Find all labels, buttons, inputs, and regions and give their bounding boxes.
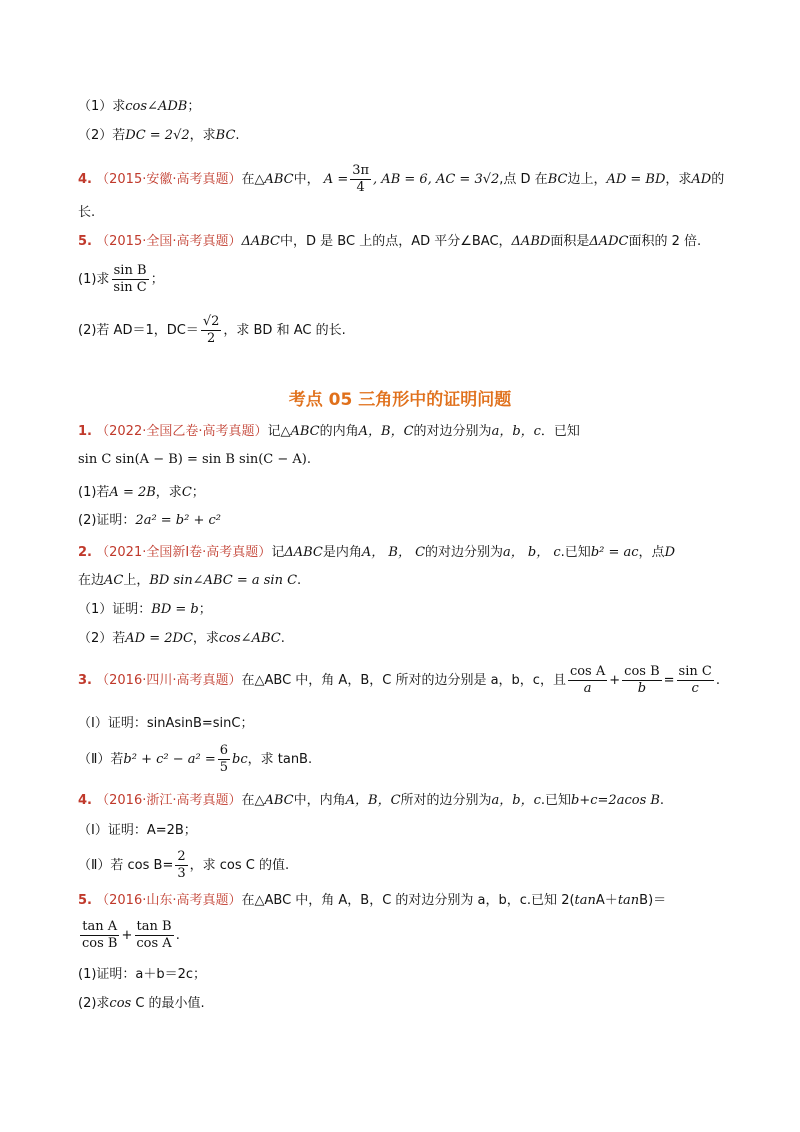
text: 在 [241, 172, 255, 187]
fraction [568, 664, 607, 697]
problem-4-sub1 [78, 821, 730, 841]
cos: cos [109, 996, 132, 1011]
cond: b+c=2acos B [571, 793, 660, 808]
numerator: tan A [82, 919, 118, 934]
expr: cos∠ABC [218, 631, 281, 646]
numerator: 2 [177, 849, 186, 864]
problem-2-2021 [78, 543, 730, 563]
expr: b² + c² − a² = [123, 752, 216, 767]
text: ，求 [665, 172, 692, 187]
segment-bc: BC [547, 172, 568, 187]
sub-text: (1)证明：a＋b＝2c； [78, 967, 207, 982]
text: 的对边分别为 [413, 424, 492, 439]
text: ,点 D 在 [499, 172, 548, 187]
denominator: c [691, 681, 699, 696]
sub-label: (2)若 AD＝1，DC＝ [78, 323, 199, 338]
text: ，点 [638, 545, 665, 560]
problem-5-sub2 [78, 312, 730, 350]
triangle-expr: ΔABD [511, 234, 551, 249]
problem-source: （2015·全国·高考真题） [96, 234, 242, 249]
text: 记 [271, 545, 285, 560]
problem-number: 5. [78, 234, 92, 249]
sub-label: (1)若 [78, 485, 110, 500]
sub-label: （2）若 [78, 631, 126, 646]
numerator: 6 [219, 743, 229, 758]
side-vars: a，b，c [491, 424, 541, 439]
expr: A = 2B [109, 485, 156, 500]
numerator: 3π [352, 163, 370, 178]
expr: 2a² = b² + c² [135, 513, 221, 528]
given-equation: sin C sin(A − B) = sin B sin(C − A) [78, 452, 307, 467]
sub-label: (1)求 [78, 272, 110, 287]
text: C 的最小值. [131, 996, 205, 1011]
sub-label: （Ⅱ）若 cos B= [78, 858, 174, 873]
fraction [80, 919, 119, 952]
q1-label: （1）求 [78, 99, 126, 114]
problem-2-sub1 [78, 600, 730, 620]
segment-ac: AC [104, 573, 124, 588]
point-d: D [664, 545, 675, 560]
text: 长. [78, 205, 96, 220]
text: . [280, 631, 285, 646]
text: 中，D 是 BC 上的点，AD 平分∠BAC， [280, 234, 512, 249]
problem-5-formula: $\frac{\text{tan A}}{\text{cos B}}$ + $\frac{\text{tan B}}{\text{cos A}}$ . [82, 919, 180, 951]
section-title: 考点 05 三角形中的证明问题 [288, 390, 512, 410]
text: 的内角 [319, 424, 359, 439]
problem-number: 3. [78, 673, 92, 688]
problem-number: 5. [78, 893, 92, 908]
text: 在△ [241, 793, 265, 808]
text: 所对的边分别为 [400, 793, 492, 808]
problem-4-2016 [78, 791, 730, 811]
sub-label: （Ⅱ）若 [78, 752, 124, 767]
q1-end: ； [187, 99, 201, 114]
fraction [677, 664, 714, 697]
q1-expr: cos∠ADB [125, 99, 188, 114]
problem-4-2015 [78, 163, 730, 196]
denominator: 5 [219, 760, 229, 775]
segment-ad: AD [691, 172, 712, 187]
problem-source: （2022·全国乙卷·高考真题） [96, 424, 268, 439]
problem-source: （2015·安徽·高考真题） [96, 172, 242, 187]
fraction [622, 664, 661, 697]
problem-1-eq [78, 450, 730, 470]
denominator: 4 [356, 180, 365, 195]
triangle-expr: △ABC [254, 172, 294, 187]
problem-1-sub2 [78, 511, 730, 531]
cond-rest: , AB = 6, AC = 3√2 [373, 172, 500, 187]
denominator: sin C [113, 280, 147, 295]
q2-label: （2）若 [78, 128, 126, 143]
expr: AD = 2DC [125, 631, 193, 646]
fraction [201, 314, 222, 347]
text: . [715, 673, 720, 688]
text: 的对边分别为 [425, 545, 504, 560]
text: 在 [241, 673, 255, 688]
problem-5-2016 [78, 891, 730, 911]
numerator: cos B [624, 664, 660, 679]
q2-end: . [235, 128, 240, 143]
problem-5-sub2 [78, 994, 730, 1014]
var: C [181, 485, 192, 500]
text: 面积的 2 倍. [628, 234, 702, 249]
sub-label: (2)证明： [78, 513, 136, 528]
text: . [297, 573, 302, 588]
text: 记 [267, 424, 281, 439]
triangle-expr: △ABC [280, 424, 320, 439]
angle-vars: A， B， C [361, 545, 426, 560]
numerator: tan B [136, 919, 172, 934]
text: 在△ABC 中，角 A，B，C 的对边分别为 a，b，c.已知 2( [241, 893, 575, 908]
cond-adbd: AD = BD [606, 172, 666, 187]
text: . [175, 928, 180, 943]
triangle-symbol: △ [254, 673, 265, 688]
triangle-expr: ΔABC [241, 234, 281, 249]
fraction [111, 263, 148, 296]
expr: bc [232, 752, 248, 767]
denominator: 2 [206, 331, 216, 346]
text: ，求 BD 和 AC 的长. [223, 323, 346, 338]
text: 边上， [567, 172, 607, 187]
numerator: √2 [202, 314, 220, 329]
text: 的 [711, 172, 725, 187]
text: A＋ [595, 893, 618, 908]
problem-2-cont [78, 571, 730, 591]
q2-mid: ，求 [189, 128, 216, 143]
problem-1-2022 [78, 422, 730, 442]
sub-label: （1）证明： [78, 602, 152, 617]
problem-3-sub2 [78, 741, 730, 779]
triangle-expr: ABC [264, 793, 294, 808]
text: ； [198, 602, 212, 617]
denominator: cos B [82, 936, 118, 951]
text: 中，内角 [293, 793, 346, 808]
problem-5-sub1 [78, 965, 730, 985]
side-vars: a，b，c [491, 793, 541, 808]
sub-text: （Ⅰ）证明：A=2B； [78, 823, 197, 838]
problem-4-sub2 [78, 849, 730, 883]
problem-number: 2. [78, 545, 92, 560]
fraction [134, 919, 173, 952]
prev-q2 [78, 126, 730, 146]
text: ，求 [155, 485, 182, 500]
expr: BD = b [151, 602, 199, 617]
problem-source: （2021·全国新Ⅰ卷·高考真题） [96, 545, 272, 560]
expr: BD sin∠ABC = a sin C [149, 573, 298, 588]
text: ，求 cos C 的值. [189, 858, 290, 873]
problem-3-2016: 3. （2016·四川·高考真题）在△ABC 中，角 A，B，C 所对的边分别是 a，b，c，且 $\frac{\text{cos A}}{a}$ + $\frac{\text{cos B}}{b}$ = $\frac{\text{sin C}}{c}$ . [78, 664, 720, 696]
text: 是内角 [322, 545, 362, 560]
sub-text: （Ⅰ）证明：sinAsinB=sinC； [78, 716, 254, 731]
problem-number: 4. [78, 172, 92, 187]
side-vars: a， b， c [503, 545, 561, 560]
numerator: sin C [678, 664, 712, 679]
denominator: b [637, 681, 647, 696]
text: .已知 [540, 793, 572, 808]
q2-expr: DC = 2√2 [125, 128, 190, 143]
problem-2-sub2 [78, 629, 730, 649]
text: . [306, 452, 312, 467]
denominator: cos A [136, 936, 172, 951]
denominator: a [583, 681, 592, 696]
problem-5-sub1 [78, 262, 730, 298]
triangle-expr: ΔADC [589, 234, 629, 249]
text: 中， [293, 172, 320, 187]
problem-4-cont [78, 203, 730, 223]
numerator: cos A [569, 664, 606, 679]
problem-5-2015 [78, 232, 730, 252]
text: 面积是 [550, 234, 590, 249]
problem-source: （2016·山东·高考真题） [96, 893, 242, 908]
text: ，求 [192, 631, 219, 646]
text: 上， [123, 573, 150, 588]
text: ．已知 [540, 424, 580, 439]
fraction [175, 849, 187, 882]
problem-3-sub1 [78, 714, 730, 734]
problem-1-sub1 [78, 483, 730, 503]
angle-vars: A，B，C [345, 793, 401, 808]
problem-number: 4. [78, 793, 92, 808]
cond: b² = ac [590, 545, 639, 560]
prev-q1 [78, 97, 730, 117]
fraction [350, 163, 371, 196]
text: ABC 中，角 A，B，C 所对的边分别是 a，b，c，且 [264, 673, 566, 688]
text: ； [150, 272, 164, 287]
angle-vars: A，B，C [358, 424, 414, 439]
problem-number: 1. [78, 424, 92, 439]
text: 在边 [78, 573, 105, 588]
tan: tan [574, 893, 596, 908]
problem-source: （2016·四川·高考真题） [96, 673, 242, 688]
tan: tan [617, 893, 640, 908]
cond-a: A = [323, 172, 349, 187]
problem-source: （2016·浙江·高考真题） [96, 793, 242, 808]
triangle-expr: ΔABC [284, 545, 323, 560]
text: . [659, 793, 665, 808]
q2-expr2: BC [215, 128, 236, 143]
fraction [218, 743, 230, 776]
text: ； [191, 485, 205, 500]
text: B)＝ [639, 893, 667, 908]
text: ，求 tanB. [247, 752, 313, 767]
numerator: sin B [113, 263, 147, 278]
sub-label: (2)求 [78, 996, 110, 1011]
denominator: 3 [177, 866, 186, 881]
text: .已知 [560, 545, 591, 560]
